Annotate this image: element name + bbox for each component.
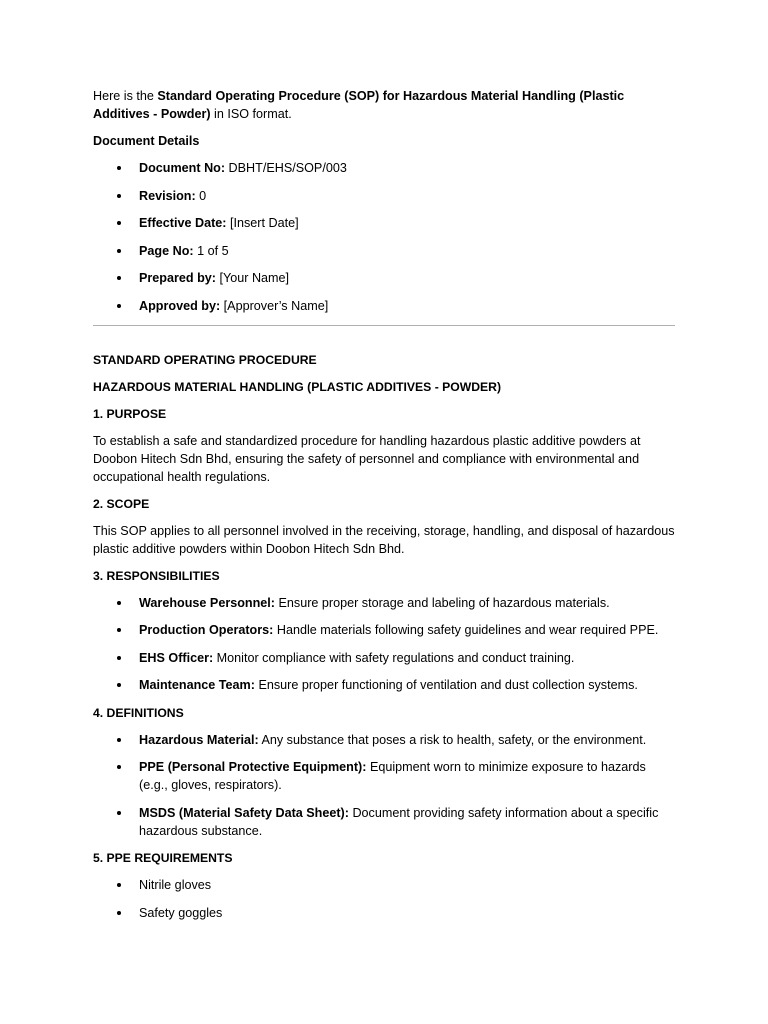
page-number-item — [93, 242, 675, 260]
purpose-text: To establish a safe and standardized procedure for handling hazardous plastic additive powders at Doobon Hitech Sdn Bhd, ensuring the safety of personnel and compliance with environmental and occupational health regulations. — [93, 433, 641, 484]
ppe-list — [93, 876, 675, 922]
responsibilities-list — [93, 594, 675, 695]
ppe-heading: 5. PPE REQUIREMENTS — [93, 851, 233, 865]
detail-value: 0 — [195, 188, 207, 203]
detail-value: [Your Name] — [216, 271, 290, 285]
scope-text: This SOP applies to all personnel involved in the receiving, storage, handling, and disposal of hazardous plastic additive powders within Doobon Hitech Sdn Bhd. — [93, 523, 675, 556]
list-item — [93, 594, 675, 612]
list-item: Safety goggles — [93, 904, 675, 922]
term-definition: Equipment worn to minimize exposure to hazards (e.g., gloves, respirators). — [139, 760, 646, 792]
list-item — [93, 758, 675, 794]
document-number-item — [93, 159, 675, 177]
document-details-list — [93, 159, 675, 315]
detail-value: [Approver’s Name] — [220, 298, 329, 313]
purpose-heading: 1. PURPOSE — [93, 406, 167, 421]
detail-value: [Insert Date] — [226, 216, 299, 230]
list-item: Nitrile gloves — [93, 876, 675, 894]
detail-label: Page No: — [139, 243, 194, 258]
detail-label: Effective Date: — [139, 216, 227, 230]
role-description: Ensure proper storage and labeling of hazardous materials. — [275, 595, 610, 610]
term-label: Hazardous Material: — [139, 732, 259, 747]
intro-bold-title: Standard Operating Procedure (SOP) for Hazardous Material Handling (Plastic Additives - Powder) — [93, 89, 625, 121]
role-description: Monitor compliance with safety regulations and conduct training. — [213, 650, 575, 665]
section-divider — [93, 325, 675, 326]
intro-suffix: in ISO format. — [210, 107, 292, 121]
detail-value: DBHT/EHS/SOP/003 — [225, 161, 347, 175]
role-label: Warehouse Personnel: — [139, 595, 275, 610]
detail-label: Revision: — [139, 188, 196, 203]
term-label: MSDS (Material Safety Data Sheet): — [139, 805, 349, 820]
effective-date-item — [93, 214, 675, 232]
prepared-by-item — [93, 269, 675, 287]
approved-by-item — [93, 297, 675, 315]
detail-label: Document No: — [139, 161, 226, 175]
definitions-heading: 4. DEFINITIONS — [93, 705, 184, 720]
revision-item — [93, 187, 675, 205]
role-label: EHS Officer: — [139, 650, 214, 665]
intro-paragraph — [93, 87, 675, 123]
role-description: Handle materials following safety guidelines and wear required PPE. — [273, 623, 659, 637]
responsibilities-heading: 3. RESPONSIBILITIES — [93, 568, 220, 583]
list-item — [93, 804, 675, 840]
document-details-heading: Document Details — [93, 134, 200, 148]
role-label: Production Operators: — [139, 623, 274, 637]
term-definition: Any substance that poses a risk to health, safety, or the environment. — [258, 732, 647, 747]
list-item — [93, 676, 675, 694]
detail-value: 1 of 5 — [193, 243, 229, 258]
list-item — [93, 621, 675, 639]
term-definition: Document providing safety information about a specific hazardous substance. — [139, 805, 659, 838]
sop-title: STANDARD OPERATING PROCEDURE — [93, 352, 317, 367]
detail-label: Approved by: — [139, 298, 221, 313]
term-label: PPE (Personal Protective Equipment): — [139, 760, 367, 774]
sop-subtitle: HAZARDOUS MATERIAL HANDLING (PLASTIC ADDITIVES - POWDER) — [93, 379, 502, 394]
definitions-list — [93, 731, 675, 840]
role-description: Ensure proper functioning of ventilation and dust collection systems. — [254, 678, 638, 692]
role-label: Maintenance Team: — [139, 678, 255, 692]
list-item — [93, 731, 675, 749]
detail-label: Prepared by: — [139, 271, 216, 285]
list-item — [93, 649, 675, 667]
intro-prefix: Here is the — [93, 89, 158, 103]
scope-heading: 2. SCOPE — [93, 496, 150, 511]
